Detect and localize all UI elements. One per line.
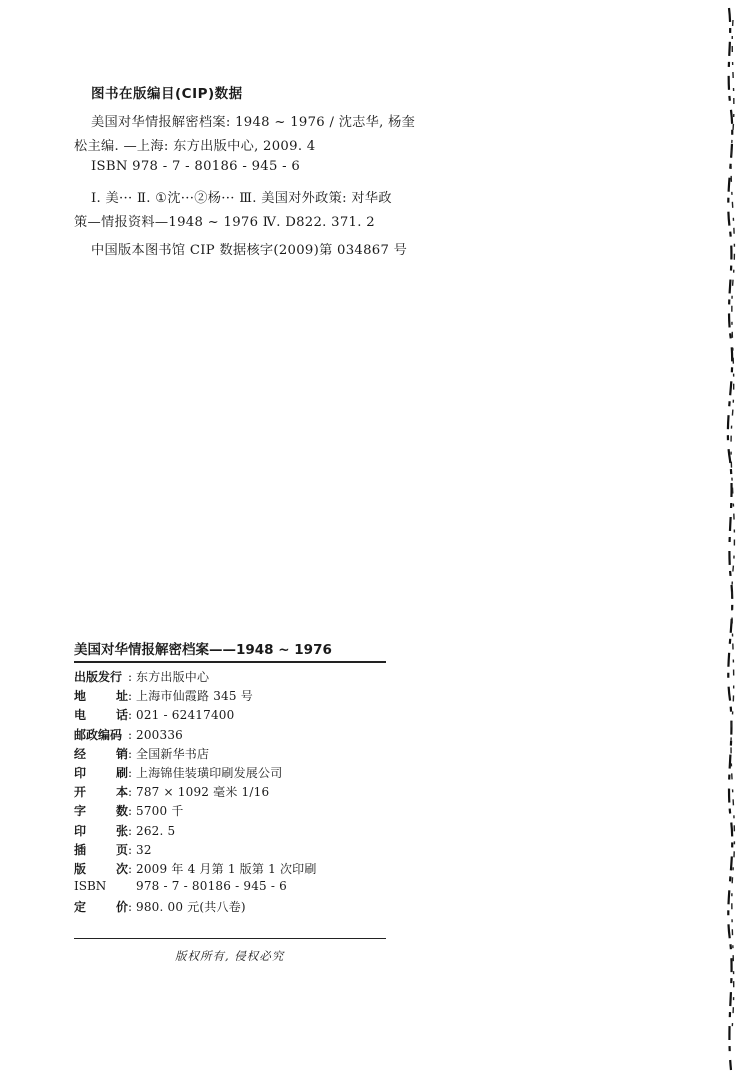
imprint-label-part: 价 <box>115 900 128 915</box>
imprint-label-part: 次 <box>115 861 128 876</box>
imprint-label-part: ISBN <box>74 879 107 894</box>
imprint-value: 东方出版中心 <box>136 670 210 684</box>
imprint-label-part: 出版发行 <box>74 670 123 684</box>
imprint-separator: : <box>128 689 133 704</box>
imprint-value: 32 <box>136 842 152 857</box>
imprint-row <box>74 898 394 917</box>
cip-line-1: 美国对华情报解密档案: 1948 ~ 1976 / 沈志华, 杨奎 <box>91 115 416 130</box>
book-title: 美国对华情报解密档案——1948 ~ 1976 <box>74 642 332 658</box>
imprint-row <box>74 802 394 821</box>
imprint-label-part: 址 <box>115 689 128 704</box>
imprint-separator: : <box>128 900 133 915</box>
imprint-label <box>74 706 128 723</box>
imprint-value: 787 × 1092 毫米 1/16 <box>136 785 270 800</box>
binding-edge-decoration <box>711 0 739 1078</box>
imprint-row <box>74 726 394 745</box>
imprint-row <box>74 860 394 879</box>
imprint-table <box>74 668 394 917</box>
imprint-label-part: 张 <box>115 823 128 838</box>
imprint-label <box>74 764 128 781</box>
imprint-separator: : <box>128 823 133 838</box>
imprint-label-part: 印 <box>74 765 87 780</box>
imprint-label <box>74 802 128 819</box>
imprint-label <box>74 726 128 743</box>
imprint-label-part: 字 <box>74 804 87 819</box>
imprint-label <box>74 879 128 893</box>
imprint-label-part: 话 <box>115 708 128 723</box>
imprint-value: 978 - 7 - 80186 - 945 - 6 <box>136 879 287 894</box>
imprint-separator: : <box>128 861 133 876</box>
imprint-row <box>74 879 394 898</box>
imprint-label <box>74 822 128 839</box>
imprint-value: 021 - 62417400 <box>136 708 235 723</box>
imprint-label <box>74 860 128 877</box>
imprint-label <box>74 687 128 704</box>
cip-line-2: 松主编. —上海: 东方出版中心, 2009. 4 <box>74 139 316 154</box>
imprint-label-part: 邮政编码 <box>74 727 123 742</box>
cip-classification-line: Ⅰ. 美··· Ⅱ. ①沈···②杨··· Ⅲ. 美国对外政策: 对华政 <box>91 191 392 206</box>
imprint-value: 上海市仙霞路 345 号 <box>136 689 253 704</box>
imprint-value: 5700 千 <box>136 804 184 819</box>
cip-classification-line-2: 策—情报资料—1948 ~ 1976 Ⅳ. D822. 371. 2 <box>74 215 375 230</box>
imprint-label-part: 数 <box>115 804 128 819</box>
imprint-row <box>74 841 394 860</box>
cip-heading: 图书在版编目(CIP)数据 <box>91 86 243 102</box>
imprint-label <box>74 783 128 800</box>
imprint-row <box>74 822 394 841</box>
imprint-separator: : <box>128 804 133 819</box>
imprint-label-part: 开 <box>74 785 87 800</box>
copyright-notice: 版权所有, 侵权必究 <box>175 949 285 963</box>
imprint-separator: : <box>128 842 133 857</box>
imprint-separator: : <box>128 765 133 780</box>
imprint-value: 全国新华书店 <box>136 746 210 761</box>
imprint-separator: : <box>128 785 133 800</box>
imprint-value: 200336 <box>136 727 184 742</box>
imprint-label <box>74 668 128 685</box>
imprint-label-part: 页 <box>115 842 128 857</box>
imprint-label-part: 地 <box>74 689 87 704</box>
imprint-row <box>74 668 394 687</box>
imprint-value: 980. 00 元(共八卷) <box>136 900 246 915</box>
imprint-bottom-divider <box>74 938 386 939</box>
imprint-label <box>74 841 128 858</box>
imprint-row <box>74 764 394 783</box>
imprint-separator: : <box>128 727 133 742</box>
imprint-value: 262. 5 <box>136 823 176 838</box>
imprint-label-part: 插 <box>74 842 87 857</box>
imprint-label-part: 版 <box>74 861 87 876</box>
cip-record-number: 中国版本图书馆 CIP 数据核字(2009)第 034867 号 <box>91 243 408 258</box>
imprint-label <box>74 745 128 762</box>
imprint-row <box>74 745 394 764</box>
imprint-label-part: 电 <box>74 708 87 723</box>
imprint-row <box>74 783 394 802</box>
imprint-value: 上海锦佳装璜印刷发展公司 <box>136 765 283 780</box>
imprint-label-part: 销 <box>115 746 128 761</box>
imprint-row <box>74 706 394 725</box>
imprint-separator: : <box>128 746 133 761</box>
imprint-value: 2009 年 4 月第 1 版第 1 次印刷 <box>136 861 317 876</box>
imprint-label <box>74 898 128 915</box>
imprint-label-part: 经 <box>74 746 87 761</box>
imprint-label-part: 本 <box>115 785 128 800</box>
imprint-separator: : <box>128 670 133 684</box>
imprint-label-part: 刷 <box>115 765 128 780</box>
imprint-row <box>74 687 394 706</box>
imprint-label-part: 印 <box>74 823 87 838</box>
title-divider <box>74 661 386 663</box>
imprint-label-part: 定 <box>74 900 87 915</box>
cip-isbn-line: ISBN 978 - 7 - 80186 - 945 - 6 <box>91 159 301 174</box>
imprint-separator: : <box>128 708 133 723</box>
